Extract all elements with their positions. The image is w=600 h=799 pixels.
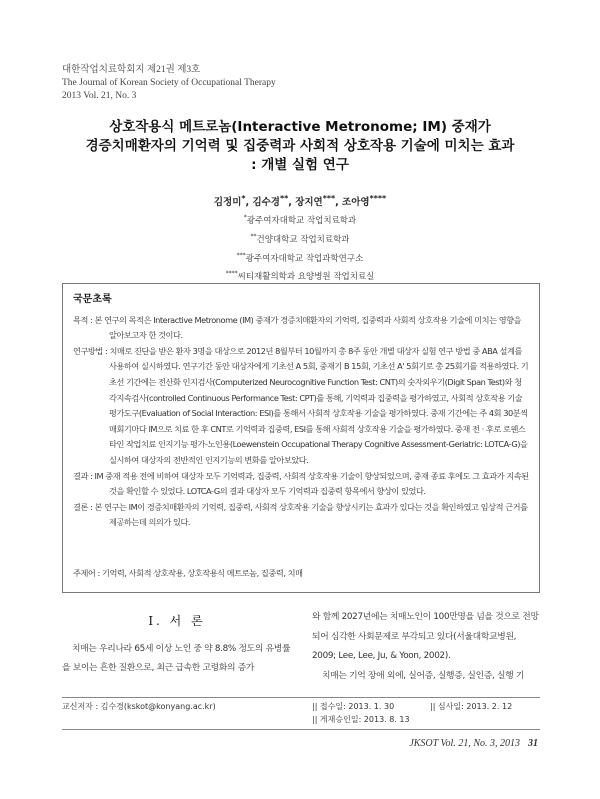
body-paragraph: 치매는 우리나라 65세 이상 노인 중 약 8.8% 정도의 유병률을 보이는 흔한 질환으로, 최근 급속한 고령화의 증가 (62, 643, 291, 673)
author-name: 조아영 (342, 197, 370, 209)
journal-issue: 2013 Vol. 21, No. 3 (62, 91, 137, 101)
corresponding-author: 교신저자 : 김수경(kskot@konyang.ac.kr) (62, 702, 216, 711)
affiliation-mark: **** (225, 270, 238, 278)
affiliation-mark: ** (250, 232, 257, 240)
footer-divider (62, 697, 540, 698)
abstract-results: 결과 : IM 중재 적용 전에 비하여 대상자 모두 기억력과, 집중력, 사회적 상호작용 기술이 향상되었으며, 중재 종료 후에도 그 효과가 지속된 것을 확인할 수 있었다. LOTCA-G의 결과 대상자 모두 기억력과 집중력 항목에서 향상이 있었다. (73, 470, 529, 497)
title-line-3: : 개별 실험 연구 (251, 157, 349, 173)
author-name: 김정미 (213, 197, 242, 209)
author-separator: , (288, 197, 296, 209)
author-mark: ** (279, 194, 289, 203)
author-separator: , (245, 197, 253, 209)
affiliation-mark: * (243, 214, 247, 221)
body-paragraph: 와 함께 2027년에는 치매노인이 100만명을 넘을 것으로 전망되어 심각한 사회문제로 부각되고 있다(서울대학교병원, 2009; Lee, Lee, Ju, & Yoon, 2002). (312, 612, 539, 661)
title-line-1: 상호작용식 메트로놈(Interactive Metronome; IM) 중재가 (109, 119, 491, 135)
journal-name-en: The Journal of Korean Society of Occupational Therapy (62, 78, 276, 88)
affiliation-text: 건양대학교 작업치료학과 (256, 234, 350, 245)
author-name: 김수경 (252, 197, 280, 209)
running-footer: JKSOT Vol. 21, No. 3, 2013 (409, 738, 520, 749)
author-mark: * (241, 194, 246, 203)
title-line-2: 경증치매환자의 기억력 및 집중력과 사회적 상호작용 기술에 미치는 효과 (85, 138, 515, 154)
page-footer (409, 738, 538, 749)
review-date: || 심사일: 2013. 2. 12 (430, 702, 513, 711)
affiliation-text: 씨티재활의학과 요양병원 작업치료실 (237, 272, 375, 283)
footer-divider (62, 729, 540, 730)
accepted-date: || 게재승인일: 2013. 8. 13 (312, 715, 410, 724)
author-mark: *** (322, 194, 336, 203)
body-column-right (312, 608, 540, 686)
author-mark: **** (369, 194, 387, 203)
abstract-box (62, 283, 540, 593)
page-number: 31 (528, 738, 538, 749)
section-title-introduction: Ⅰ. 서 론 (148, 614, 206, 628)
affiliation-list (0, 210, 600, 285)
body-column-left (62, 612, 292, 679)
affiliation-mark: *** (236, 251, 246, 259)
abstract-conclusion: 결론 : 본 연구는 IM이 경증치매환자의 기억력, 집중력, 사회적 상호작용 기술을 향상시키는 효과가 있다는 것을 확인하였고 임상적 근거를 제공하는데 의의가 있다. (73, 501, 528, 528)
affiliation (0, 248, 600, 267)
body-paragraph: 치매는 기억 장애 외에, 실어증, 실행증, 실인증, 실행 기 (322, 670, 525, 681)
paper-title (40, 118, 560, 175)
author-list (0, 194, 600, 208)
affiliation (0, 210, 600, 229)
abstract-methods: 연구방법 : 치매로 진단을 받은 환자 3명을 대상으로 2012년 8월부터 10월까지 총 8주 동안 개별 대상자 실험 연구 방법 중 ABA 설계를 사용하여 실시하였다. 연구기간 동안 대상자에게 기초선 A 5회, 중재기 B 15회, 기초선 A' 5회기로 총 25회기를 적용하였다. 기초선 기간에는 전산화 인지검사(Computerized Neurocognitive Function Test: CNT)의 숫자외우기(Digit Span Test)와 청각지속검사(controlled Continuous Performance Test: CPT)를 통해, 기억력과 집중력을 평가하였고, 사회적 상호작용 기술 평가도구(Evaluation of Social Interaction: ESI)를 통해서 사회적 상호작용 기술을 평가하였다. 중재 기간에는 주 4회 30분씩 매회기마다 IM으로 치료 한 후 CNT로 기억력과 집중력, ESI를 통해 사회적 상호작용 기술을 평가하였다. 중재 전 · 후로 로웬스타인 작업치료 인지기능 평가-노인용(Loewenstein Occupational Therapy Cognitive Assessment-Geriatric: LOTCA-G)을 실시하여 대상자의 전반적인 인지기능의 변화를 알아보았다. (73, 345, 529, 465)
journal-header (62, 64, 276, 103)
abstract-purpose: 목적 : 본 연구의 목적은 Interactive Metronome (IM) 중재가 경증치매환자의 기억력, 집중력과 사회적 상호작용 기술에 미치는 영향을 알아보고자 한 것이다. (73, 314, 522, 341)
author-separator: , (335, 197, 343, 209)
affiliation (0, 229, 600, 248)
affiliation-text: 광주여자대학교 작업치료학과 (246, 215, 357, 226)
received-date: || 접수일: 2013. 1. 30 (312, 702, 395, 711)
abstract-keywords: 주제어 : 기억력, 사회적 상호작용, 상호작용식 메트로놈, 집중력, 치매 (73, 568, 303, 579)
abstract-heading: 국문초록 (73, 294, 112, 305)
affiliation-text: 광주여자대학교 작업과학연구소 (245, 253, 364, 264)
journal-name-ko: 대한작업치료학회지 제21권 제3호 (62, 65, 201, 75)
author-name: 장지연 (295, 197, 323, 209)
